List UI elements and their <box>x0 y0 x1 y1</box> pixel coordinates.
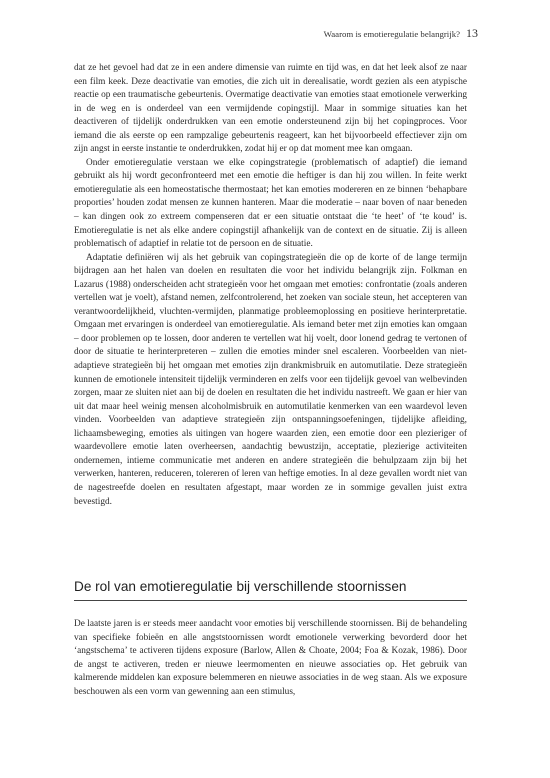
page-number: 13 <box>466 26 478 40</box>
paragraph: Adaptatie definiëren wij als het gebruik van copingstrategieën die op de korte of de lange termijn bijdragen aan het halen van doelen en resultaten die voor het individu belangrijk zijn. Folkman en Lazarus (1988) onderscheiden acht strategieën voor het omgaan met emoties: confrontatie (zoals anderen vertellen wat je voelt), afstand nemen, zelfcontrolerend, het zoeken van sociale steun, het accepteren van verantwoordelijkheid, vluchten-vermijden, planmatige probleemoplossing en positieve herinterpretatie. Omgaan met ervaringen is onderdeel van emotieregulatie. Als iemand beter met zijn emoties kan omgaan – door problemen op te lossen, door anderen te vertellen wat hij voelt, door lonend gedrag te vertonen of door de situatie te herinterpreteren – zullen die emoties minder snel escaleren. Voorbeelden van niet-adaptieve strategieën bij het omgaan met emoties zijn drankmisbruik en automutilatie. Deze strategieën kunnen de emotionele intensiteit tijdelijk verminderen en zelfs voor een tijdelijk gevoel van welbevinden zorgen, maar ze sluiten niet aan bij de doelen en resultaten die het individu nastreeft. We gaan er hier van uit dat maar heel weinig mensen alcoholmisbruik en automutilatie kenmerken van een waardevol leven vinden. Voorbeelden van adaptieve strategieën zijn ontspanningsoefeningen, tijdelijke afleiding, lichaamsbeweging, emoties als uitingen van hogere waarden zien, een emotie door een plezieriger of waardevollere emotie laten overheersen, aandachtig bewustzijn, acceptatie, plezierige activiteiten ondernemen, intieme communicatie met anderen en andere strategieën die behulpzaam zijn bij het verwerken, hanteren, reduceren, tolereren of leren van heftige emoties. In al deze gevallen wordt niet van de nagestreefde doelen en resultaten afgestapt, maar worden ze in sommige gevallen juist extra bevestigd. <box>74 252 467 507</box>
paragraph: De laatste jaren is er steeds meer aandacht voor emoties bij verschillende stoornissen. Bij de behandeling van specifieke fobieën en alle angststoornissen wordt emotionele verwerking bevorderd door het ‘angstschema’ te activeren tijdens exposure (Barlow, Allen & Choate, 2004; Foa & Kozak, 1986). Door de angst te activeren, treden er nieuwe leermomenten en nieuwe associaties op. Het gebruik van kalmerende middelen kan exposure belemmeren en nieuwe associaties in de weg staan. Als we exposure beschouwen als een vorm van gewenning aan een stimulus, <box>74 619 467 697</box>
section-heading: De rol van emotieregulatie bij verschillende stoornissen <box>74 579 467 601</box>
section-text <box>74 618 467 699</box>
running-head: Waarom is emotieregulatie belangrijk? <box>323 29 460 39</box>
body-text <box>74 62 467 509</box>
paragraph: Onder emotieregulatie verstaan we elke copingstrategie (problematisch of adaptief) die iemand gebruikt als hij wordt geconfronteerd met een emotie die heftiger is dan hij zou willen. In feite werkt emotieregulatie als een homeostatische thermostaat; het kan emoties modereren en ze binnen ‘behapbare proporties’ houden zodat mensen ze kunnen hanteren. Maar die moderatie – naar boven of naar beneden – kan dingen ook zo extreem compenseren dat er een situatie ontstaat die ‘te heet’ of ‘te koud’ is. Emotieregulatie is net als elke andere copingstijl afhankelijk van de context en de situatie. Zij is alleen problematisch of adaptief in relatie tot de persoon en de situatie. <box>74 157 467 250</box>
paragraph: dat ze het gevoel had dat ze in een andere dimensie van ruimte en tijd was, en dat het leek alsof ze naar een film keek. Deze deactivatie van emoties, die zich uit in derealisatie, wordt gezien als een atypische reactie op een traumatische gebeurtenis. Overmatige deactivatie van emoties staat emotionele verwerking in de weg en is onderdeel van een vermijdende copingstijl. Maar in sommige situaties kan het deactiveren of tijdelijk onderdrukken van een emotie ondersteunend zijn bij het copingproces. Voor iemand die als eerste op een rampzalige gebeurtenis reageert, kan het bijvoorbeeld effectiever zijn om zijn angst in eerste instantie te onderdrukken, zodat hij er op dat moment mee kan omgaan. <box>74 63 467 155</box>
